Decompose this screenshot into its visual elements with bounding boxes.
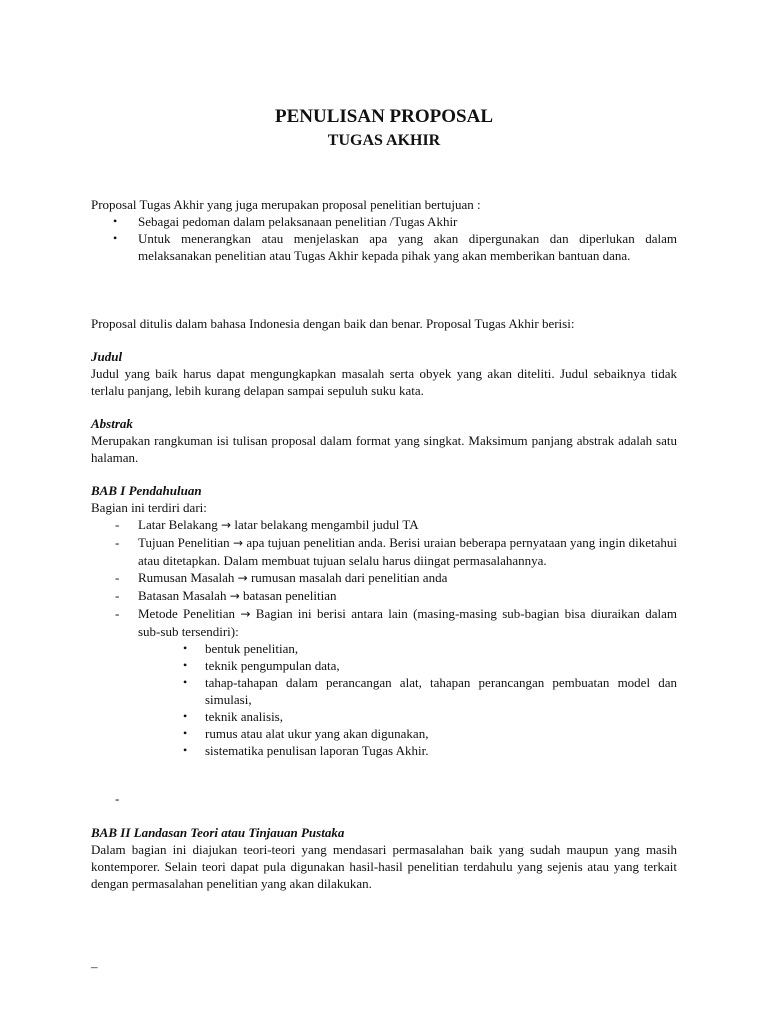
sub-item-text: teknik analisis, [205, 709, 283, 724]
item-label: Batasan Masalah [138, 588, 227, 603]
language-section [91, 315, 677, 332]
bullet-icon: • [183, 743, 188, 757]
bab1-heading: BAB I Pendahuluan [91, 483, 202, 498]
abstrak-section [91, 415, 677, 466]
item-text: latar belakang mengambil judul TA [234, 517, 419, 532]
dash-marker: - [115, 570, 120, 585]
dash-marker: - [115, 588, 120, 603]
arrow-right-icon: → [221, 518, 232, 532]
judul-section [91, 348, 677, 399]
bullet-icon: • [113, 214, 118, 228]
dash-marker: - [115, 517, 120, 532]
bab1-item-list [91, 516, 677, 640]
list-item [91, 742, 677, 759]
list-item [91, 657, 677, 674]
document-subtitle: TUGAS AKHIR [327, 132, 441, 149]
item-text: rumusan masalah dari penelitian anda [250, 570, 448, 585]
arrow-right-icon: → [233, 536, 244, 550]
dash-marker: - [115, 535, 120, 550]
bullet-icon: • [113, 231, 118, 245]
bullet-icon: • [183, 726, 188, 740]
list-item [91, 605, 677, 640]
item-text: Bagian ini berisi antara lain (masing-masing sub-bagian bisa diuraikan dalam sub-sub tersendiri): [138, 606, 678, 639]
footer-mark-line [91, 958, 677, 975]
sub-item-text: rumus atau alat ukur yang akan digunakan, [205, 726, 429, 741]
bullet-icon: • [183, 709, 188, 723]
bullet-icon: • [183, 675, 188, 689]
item-text: batasan penelitian [243, 588, 337, 603]
intro-paragraph: Proposal Tugas Akhir yang juga merupakan proposal penelitian bertujuan : [91, 197, 481, 212]
bab2-paragraph: Dalam bagian ini diajukan teori-teori yang mendasari permasalahan baik yang sudah maupun yang masih kontemporer. Selain teori dapat pula digunakan hasil-hasil penelitian terdahulu yang sejenis atau yang terkait dengan permasalahan penelitian yang akan dilakukan. [91, 842, 677, 891]
language-paragraph: Proposal ditulis dalam bahasa Indonesia dengan baik dan benar. Proposal Tugas Akhir berisi: [91, 316, 575, 331]
intro-bullet-list [91, 213, 677, 264]
item-label: Tujuan Penelitian [138, 535, 230, 550]
sub-item-text: teknik pengumpulan data, [205, 658, 340, 673]
arrow-right-icon: → [229, 589, 240, 603]
list-item [91, 213, 677, 230]
bab1-intro: Bagian ini terdiri dari: [91, 500, 207, 515]
list-item [91, 230, 677, 264]
sub-item-text: tahap-tahapan dalam perancangan alat, tahapan perancangan pembuatan model dan simulasi, [205, 675, 677, 707]
intro-section [91, 196, 677, 264]
item-label: Metode Penelitian [138, 606, 236, 621]
list-item [91, 534, 677, 569]
list-item [91, 640, 677, 657]
bullet-icon: • [183, 658, 188, 672]
list-item [91, 674, 677, 708]
list-item [91, 725, 677, 742]
footer-mark: – [91, 959, 98, 974]
list-item-text: Untuk menerangkan atau menjelaskan apa yang akan dipergunakan dan diperlukan dalam melaksanakan penelitian atau Tugas Akhir kepada pihak yang akan memberikan bantuan dana. [138, 231, 677, 263]
abstrak-paragraph: Merupakan rangkuman isi tulisan proposal dalam format yang singkat. Maksimum panjang abstrak adalah satu halaman. [91, 433, 677, 465]
item-label: Rumusan Masalah [138, 570, 235, 585]
arrow-right-icon: → [240, 607, 251, 621]
dash-marker: - [115, 606, 120, 621]
judul-paragraph: Judul yang baik harus dapat mengungkapkan masalah serta obyek yang akan diteliti. Judul sebaiknya tidak terlalu panjang, lebih kurang delapan sampai sepuluh suku kata. [91, 366, 677, 398]
bab2-section [91, 824, 677, 892]
list-item [91, 587, 677, 605]
bullet-icon: • [183, 641, 188, 655]
list-item [91, 708, 677, 725]
arrow-right-icon: → [237, 571, 248, 585]
item-text: apa tujuan penelitian anda. Berisi uraian beberapa pernyataan yang ingin diketahui atau ditetapkan. Dalam membuat tujuan selalu harus diingat permasalahannya. [138, 535, 678, 568]
sub-item-text: bentuk penelitian, [205, 641, 299, 656]
judul-heading: Judul [91, 349, 123, 364]
bab1-section [91, 482, 677, 759]
item-label: Latar Belakang [138, 517, 218, 532]
metode-sub-list [91, 640, 677, 759]
list-item [91, 516, 677, 534]
dash-marker: - [115, 791, 120, 806]
sub-item-text: sistematika penulisan laporan Tugas Akhir. [205, 743, 429, 758]
list-item [91, 569, 677, 587]
abstrak-heading: Abstrak [91, 416, 133, 431]
document-title: PENULISAN PROPOSAL [275, 106, 493, 127]
list-item-text: Sebagai pedoman dalam pelaksanaan penelitian /Tugas Akhir [138, 214, 458, 229]
bab2-heading: BAB II Landasan Teori atau Tinjauan Pustaka [91, 825, 345, 840]
